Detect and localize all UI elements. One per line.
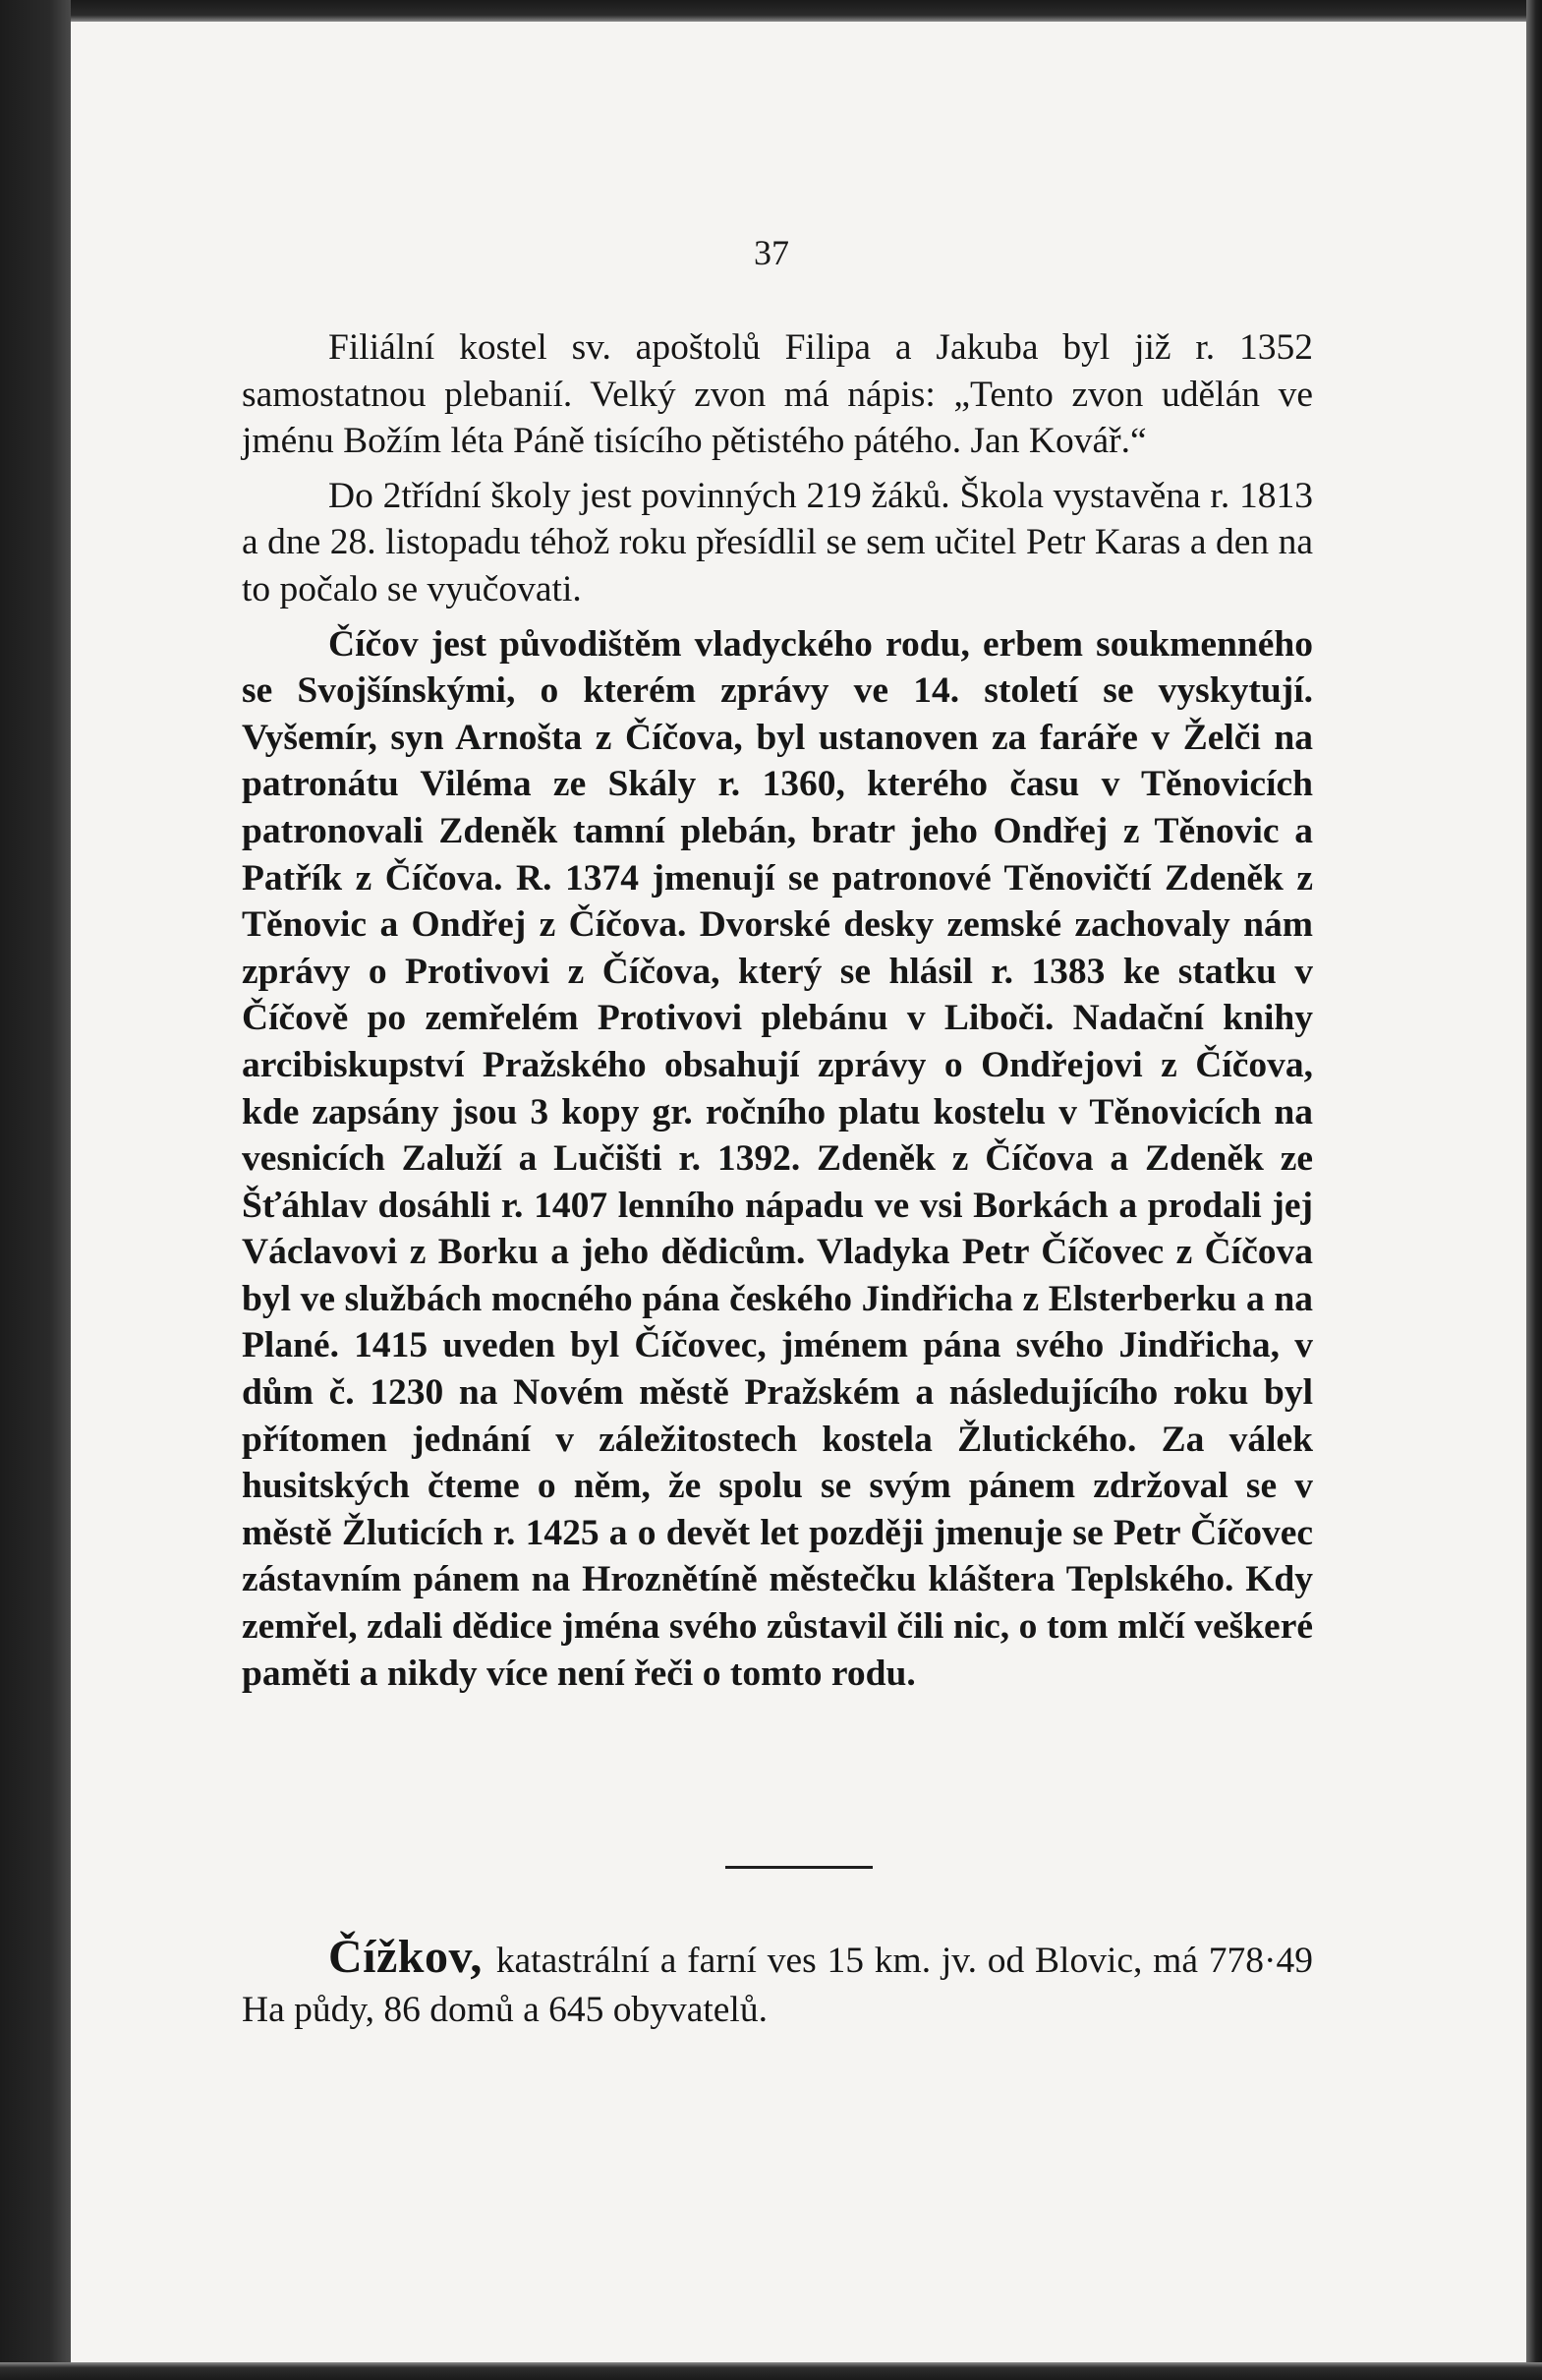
page-number: 37 <box>754 233 789 272</box>
paragraph-school: Do 2třídní školy jest povinných 219 žáků. Škola vystavěna r. 1813 a dne 28. listopadu téhož roku přesídlil se sem učitel Petr Karas a den na to počalo se vyučovati. <box>242 475 1313 610</box>
body-text <box>242 324 1313 1705</box>
scan-border-top <box>0 0 1542 22</box>
scan-border-left <box>0 0 71 2380</box>
scan-border-bottom <box>0 2362 1542 2380</box>
entry-cizkov <box>242 1933 1313 2035</box>
scan-border-right <box>1526 0 1542 2380</box>
paragraph-church-bell: Filiální kostel sv. apoštolů Filipa a Jakuba byl již r. 1352 samostatnou plebanií. Velký zvon má nápis: „Tento zvon udělán ve jménu Božím léta Páně tisícího pětistého pátého. Jan Kovář.“ <box>242 327 1313 462</box>
entry-text: katastrální a farní ves 15 km. jv. od Blovic, má 778·49 Ha půdy, 86 domů a 645 obyvatelů. <box>242 1941 1313 2030</box>
paragraph-cicov-history: Číčov jest původištěm vladyckého rodu, erbem soukmenného se Svojšínskými, o kterém zprávy ve 14. století se vyskytují. Vyšemír, syn Arnošta z Číčova, byl ustanoven za faráře v Želči na patronátu Viléma ze Skály r. 1360, kterého času v Těnovicích patronovali Zdeněk tamní plebán, bratr jeho Ondřej z Těnovic a Patřík z Číčova. R. 1374 jmenují se patronové Těnovičtí Zdeněk z Těnovic a Ondřej z Číčova. Dvorské desky zemské zachovaly nám zprávy o Protivovi z Číčova, který se hlásil r. 1383 ke statku v Číčově po zemřelém Protivovi plebánu v Liboči. Nadační knihy arcibiskupství Pražského obsahují zprávy o Ondřejovi z Číčova, kde zapsány jsou 3 kopy gr. ročního platu kostelu v Těnovicích na vesnicích Zaluží a Lučišti r. 1392. Zdeněk z Číčova a Zdeněk ze Šťáhlav dosáhli r. 1407 lenního nápadu ve vsi Borkách a prodali jej Václavovi z Borku a jeho dědicům. Vladyka Petr Číčovec z Číčova byl ve službách mocného pána českého Jindřicha z Elsterberku a na Plané. 1415 uveden byl Číčovec, jménem pána svého Jindřicha, v dům č. 1230 na Novém městě Pražském a následujícího roku byl přítomen jednání v záležitostech kostela Žlutického. Za válek husitských čteme o něm, že spolu se svým pánem zdržoval se v městě Žluticích r. 1425 a o devět let později jmenuje se Petr Číčovec zástavním pánem na Hroznětíně městečku kláštera Teplského. Kdy zemřel, zdali dědice jména svého zůstavil čili nic, o tom mlčí veškeré paměti a nikdy více není řeči o tomto rodu. <box>242 623 1313 1694</box>
section-divider <box>725 1866 873 1869</box>
entry-headword: Čížkov, <box>328 1931 496 1983</box>
